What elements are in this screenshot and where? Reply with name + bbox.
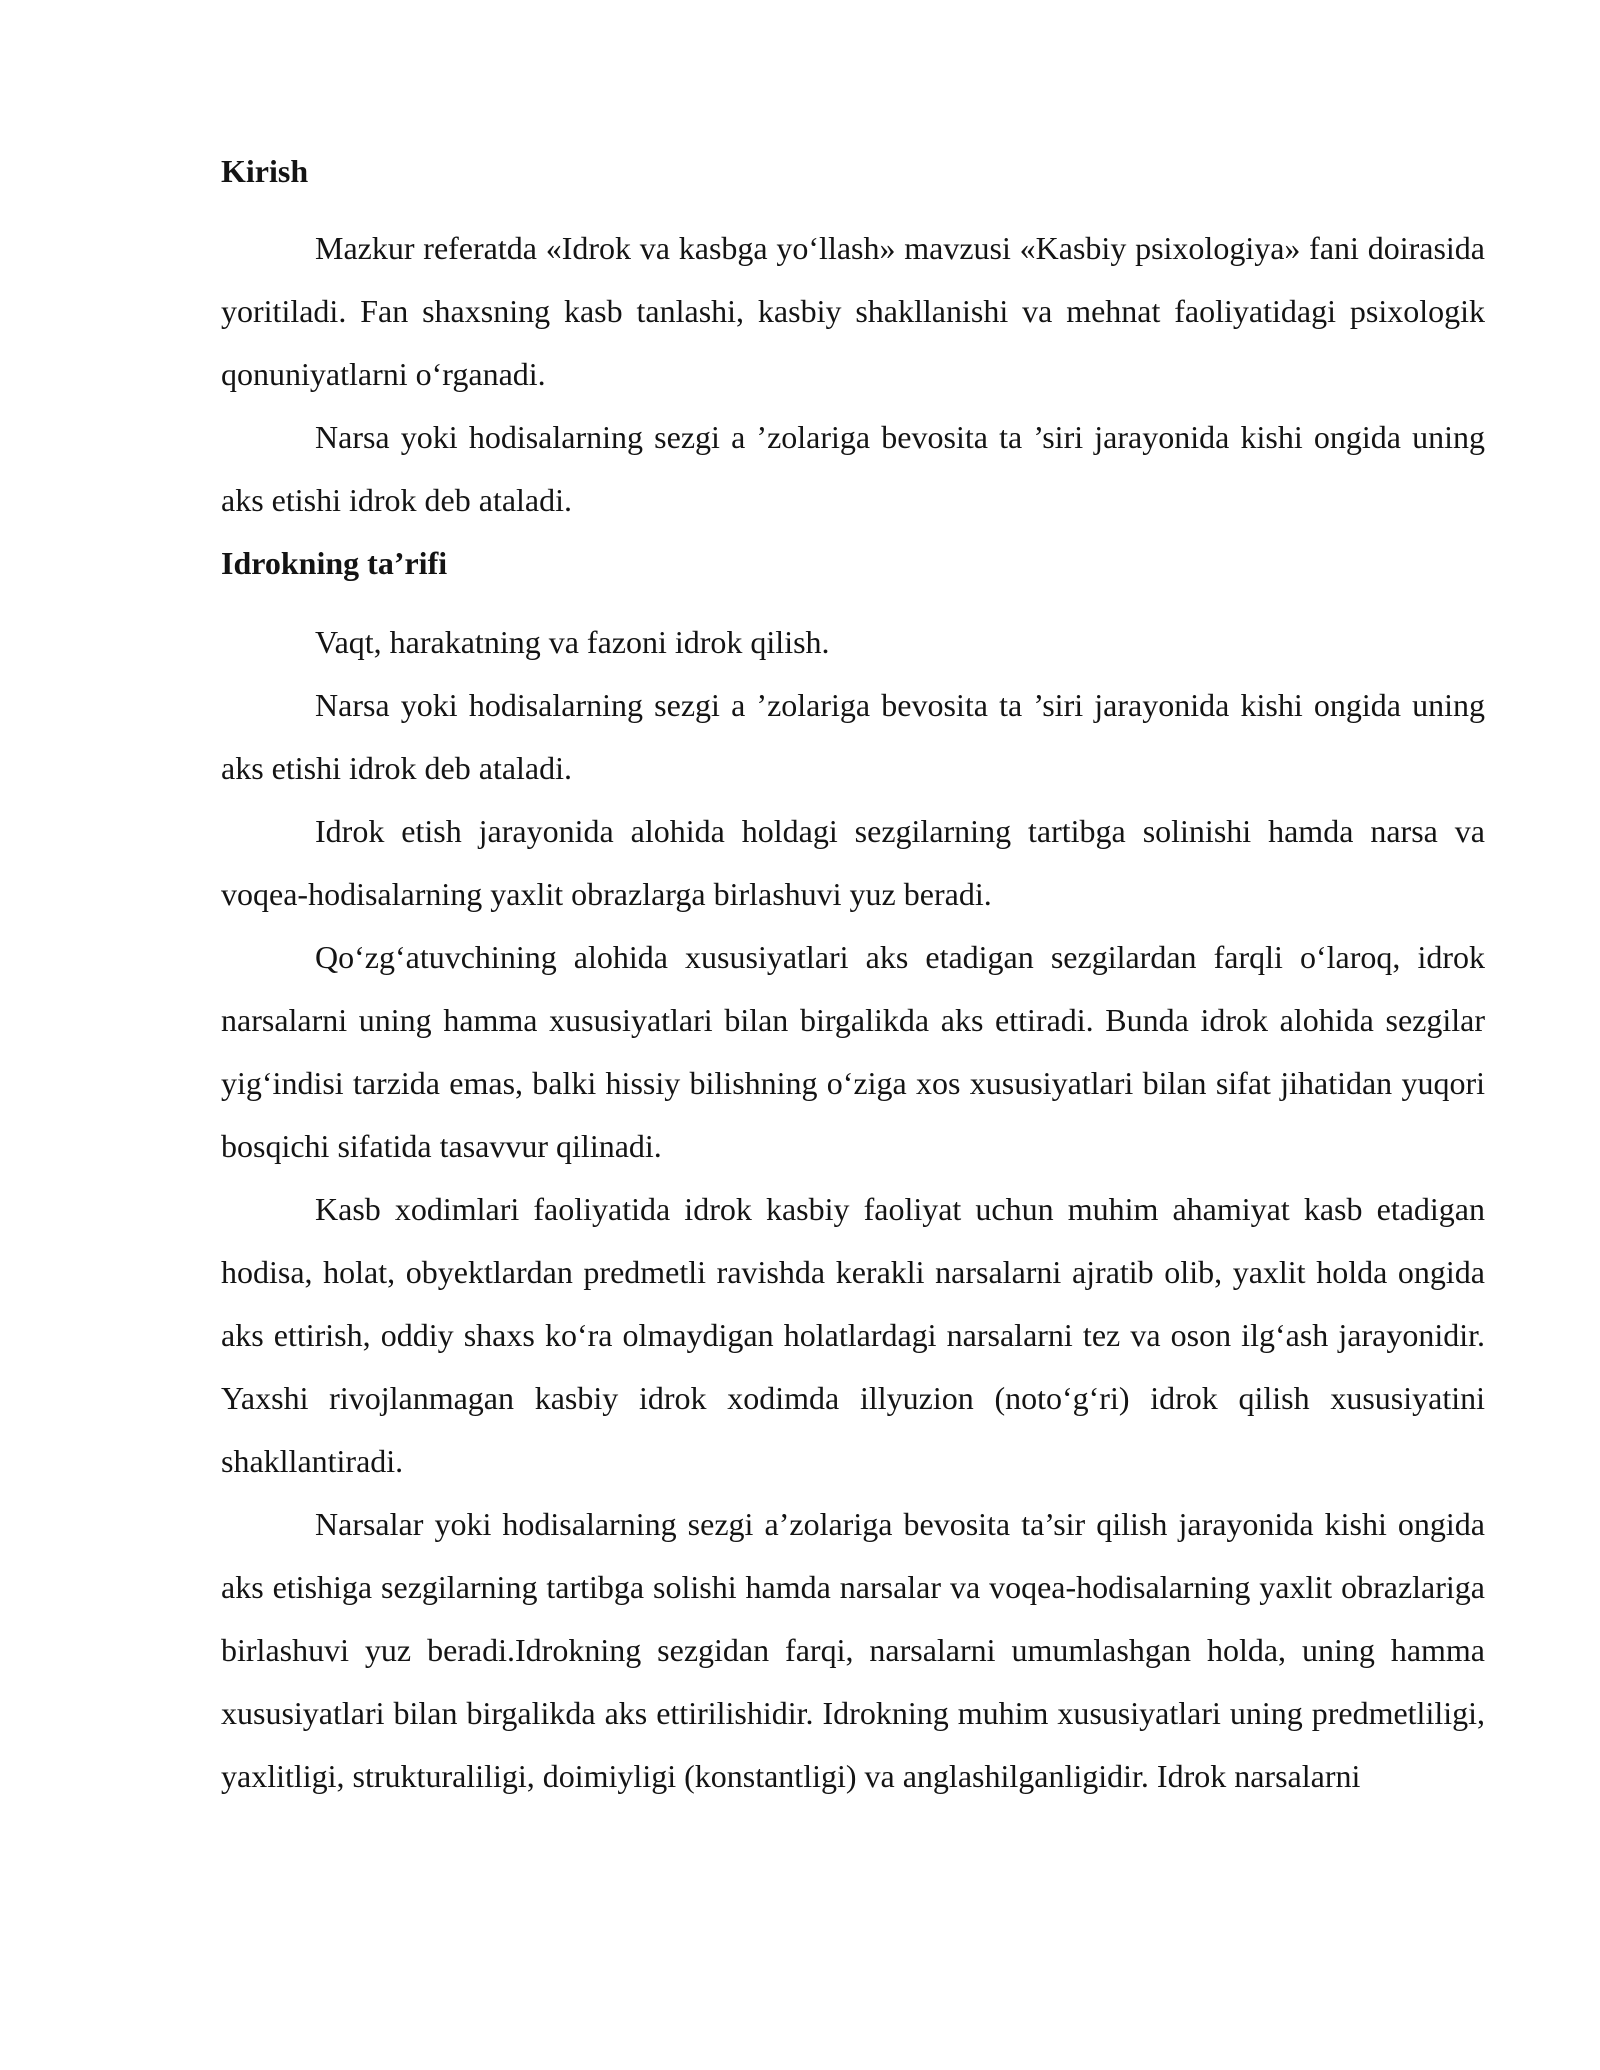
section-heading-definition: Idrokning ta’rifi — [221, 545, 448, 581]
paragraph-definition-3: Idrok etish jarayonida alohida holdagi sezgilarning tartibga solinishi hamda narsa va voqea-hodisalarning yaxlit obrazlarga birlashuvi yuz beradi. — [221, 813, 1485, 912]
paragraph-definition-2: Narsa yoki hodisalarning sezgi a ’zolariga bevosita ta ’siri jarayonida kishi ongida uning aks etishi idrok deb ataladi. — [221, 687, 1485, 786]
paragraph-definition-1: Vaqt, harakatning va fazoni idrok qilish. — [315, 624, 830, 660]
document-page — [221, 140, 1485, 1808]
paragraph-definition-5: Kasb xodimlari faoliyatida idrok kasbiy faoliyat uchun muhim ahamiyat kasb etadigan hodisa, holat, obyektlardan predmetli ravishda kerakli narsalarni ajratib olib, yaxlit holda ongida aks ettirish, oddiy shaxs ko‘ra olmaydigan holatlardagi narsalarni tez va oson ilg‘ash jarayonidir. Yaxshi rivojlanmagan kasbiy idrok xodimda illyuzion (noto‘g‘ri) idrok qilish xususiyatini shakllantiradi. — [221, 1191, 1485, 1479]
paragraph-definition-4: Qo‘zg‘atuvchining alohida xususiyatlari aks etadigan sezgilardan farqli o‘laroq, idrok narsalarni uning hamma xususiyatlari bilan birgalikda aks ettiradi. Bunda idrok alohida sezgilar yig‘indisi tarzida emas, balki hissiy bilishning o‘ziga xos xususiyatlari bilan sifat jihatidan yuqori bosqichi sifatida tasavvur qilinadi. — [221, 939, 1485, 1164]
paragraph-definition-6: Narsalar yoki hodisalarning sezgi a’zolariga bevosita ta’sir qilish jarayonida kishi ongida aks etishiga sezgilarning tartibga solishi hamda narsalar va voqea-hodisalarning yaxlit obrazlariga birlashuvi yuz beradi.Idrokning sezgidan farqi, narsalarni umumlashgan holda, uning hamma xususiyatlari bilan birgalikda aks ettirilishidir. Idrokning muhim xususiyatlari uning predmetliligi, yaxlitligi, strukturaliligi, doimiyligi (konstantligi) va anglashilganligidir. Idrok narsalarni — [221, 1506, 1485, 1794]
section-heading-intro: Kirish — [221, 153, 309, 189]
paragraph-intro-2: Narsa yoki hodisalarning sezgi a ’zolariga bevosita ta ’siri jarayonida kishi ongida uning aks etishi idrok deb ataladi. — [221, 419, 1485, 518]
paragraph-intro-1: Mazkur referatda «Idrok va kasbga yo‘llash» mavzusi «Kasbiy psixologiya» fani doirasida yoritiladi. Fan shaxsning kasb tanlashi, kasbiy shakllanishi va mehnat faoliyatidagi psixologik qonuniyatlarni o‘rganadi. — [221, 230, 1485, 392]
